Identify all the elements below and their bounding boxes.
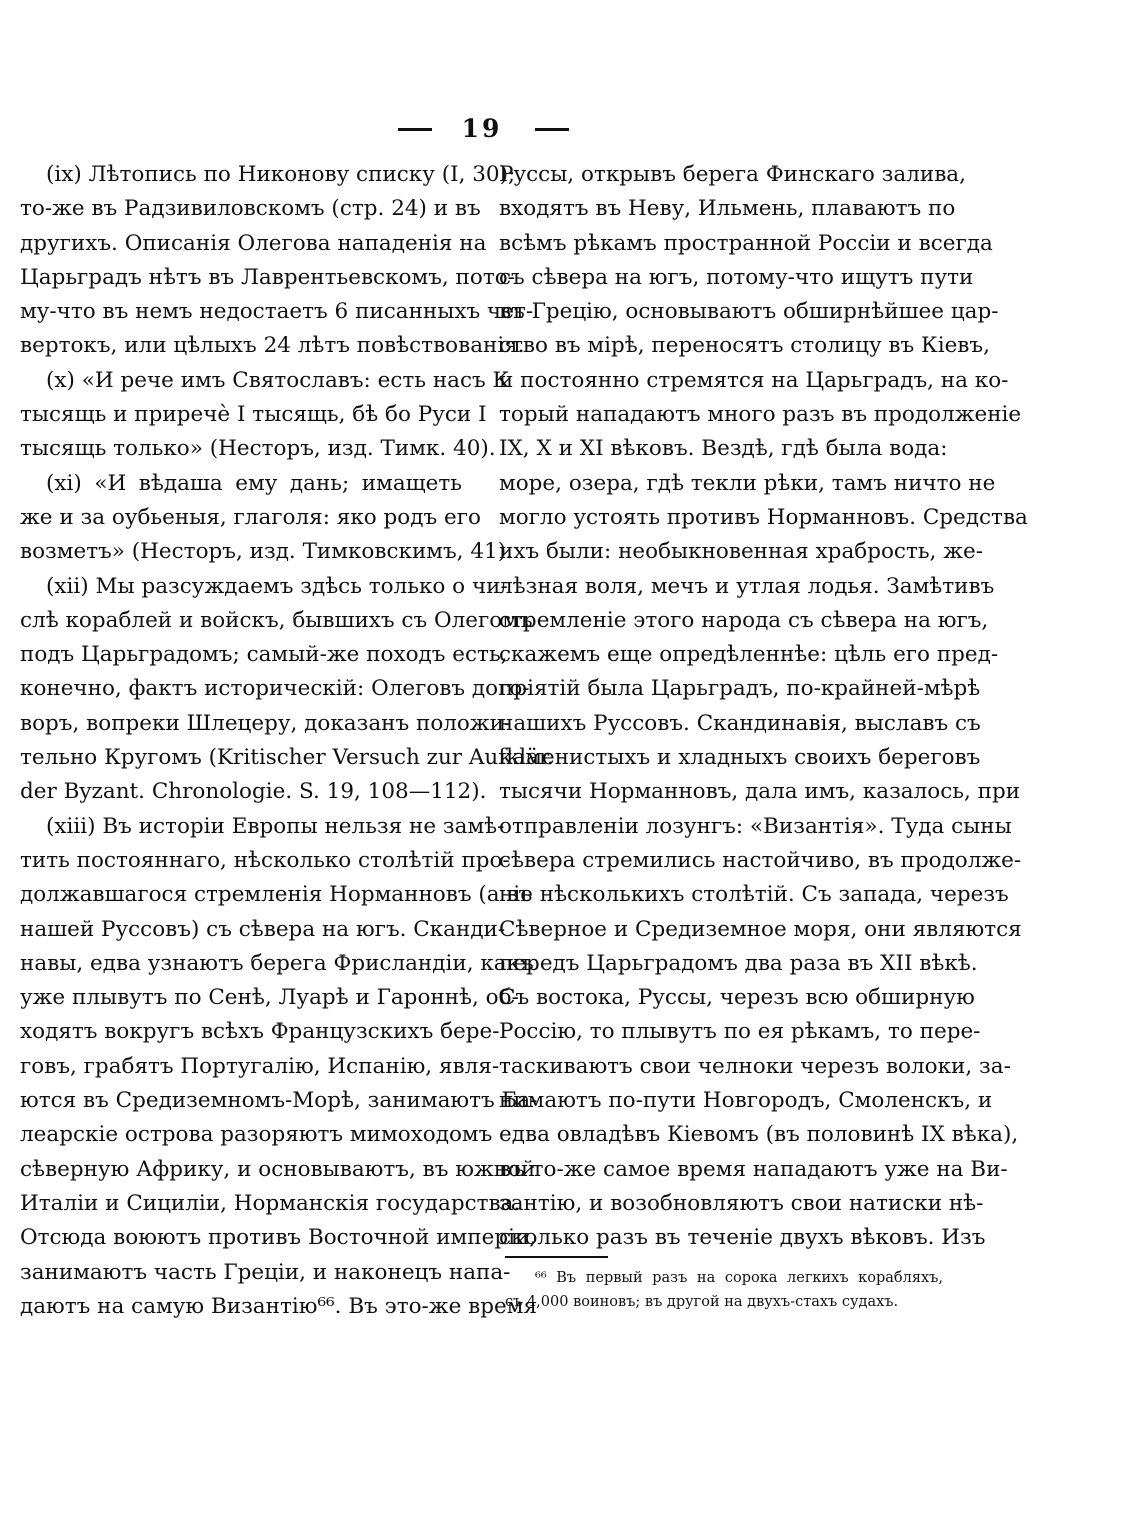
text-line: всѣмъ рѣкамъ пространной Россіи и всегда bbox=[499, 230, 993, 256]
text-line: могло устоять противъ Норманновъ. Средства bbox=[499, 504, 1028, 530]
text-line: другихъ. Описанія Олегова нападенія на bbox=[20, 230, 487, 256]
text-line: зантію, и возобновляютъ свои натиски нѣ- bbox=[499, 1190, 984, 1216]
text-line: сѣверную Африку, и основываютъ, въ южной bbox=[20, 1156, 536, 1182]
footnotes bbox=[505, 1266, 943, 1314]
text-line: (x) «И рече имъ Святославъ: есть насъ К bbox=[46, 367, 510, 393]
text-line: Руссы, открывъ берега Финскаго залива, bbox=[499, 162, 966, 187]
text-line: ство въ мірѣ, переносятъ столицу въ Кіевъ, bbox=[499, 333, 990, 359]
text-line: съ сѣвера на югъ, потому-что ищутъ пути bbox=[499, 264, 974, 290]
text-line: въ Грецію, основываютъ обширнѣйшее цар- bbox=[499, 299, 999, 325]
text-line: Россію, то плывутъ по ея рѣкамъ, то пере- bbox=[499, 1019, 981, 1045]
text-line: каменистыхъ и хладныхъ своихъ береговъ bbox=[499, 745, 981, 771]
footnote-rule bbox=[505, 1256, 608, 1258]
text-line: стремленіе этого народа съ сѣвера на югъ, bbox=[499, 607, 989, 633]
text-line: тельно Кругомъ (Kritischer Versuch zur Aufklär. bbox=[20, 745, 554, 771]
text-line: лѣзная воля, мечъ и утлая лодья. Замѣтивъ bbox=[499, 573, 995, 599]
text-line: говъ, грабятъ Португалію, Испанію, явля- bbox=[20, 1053, 500, 1079]
text-line: му-что въ немъ недостаетъ 6 писанныхъ чет- bbox=[20, 299, 534, 325]
text-line: и постоянно стремятся на Царьградъ, на ко- bbox=[499, 367, 1009, 393]
text-line: конечно, фактъ историческій: Олеговъ дого- bbox=[20, 676, 530, 702]
text-line: подъ Царьградомъ; самый-же походъ есть, bbox=[20, 642, 508, 668]
text-line: торый нападаютъ много разъ въ продолженіе bbox=[499, 402, 1022, 428]
page-number: 19 bbox=[461, 114, 503, 143]
text-line: море, озера, гдѣ текли рѣки, тамъ ничто не bbox=[499, 470, 996, 496]
text-line: Италіи и Сициліи, Норманскія государства. bbox=[20, 1190, 521, 1216]
text-line: должавшагося стремленія Норманновъ (а въ bbox=[20, 882, 533, 908]
text-line: (xi) «И вѣдаша ему дань; имащеть bbox=[46, 470, 462, 496]
text-line: IX, X и XI вѣковъ. Вездѣ, гдѣ была вода: bbox=[499, 436, 948, 462]
text-line: воръ, вопреки Шлецеру, доказанъ положи- bbox=[20, 710, 512, 736]
text-line: таскиваютъ свои челноки черезъ волоки, за- bbox=[499, 1053, 1011, 1079]
text-line: леарскіе острова разоряютъ мимоходомъ bbox=[20, 1122, 493, 1148]
text-line: Съ востока, Руссы, черезъ всю обширную bbox=[499, 985, 975, 1011]
text-line: скажемъ еще опредѣленнѣе: цѣль его пред- bbox=[499, 642, 999, 668]
footnote-line: съ 4,000 воиновъ; въ другой на двухъ-стахъ судахъ. bbox=[505, 1294, 899, 1310]
text-line: (ix) Лѣтопись по Никонову списку (I, 30); bbox=[46, 162, 516, 187]
page-header bbox=[0, 114, 1140, 144]
text-line: возметъ» (Несторъ, изд. Тимковскимъ, 41). bbox=[20, 539, 513, 565]
text-line: der Byzant. Chronologie. S. 19, 108—112). bbox=[20, 779, 487, 805]
text-line: тысящь только» (Несторъ, изд. Тимк. 40). bbox=[20, 436, 496, 462]
text-line: (xiii) Въ исторіи Европы нельзя не замѣ- bbox=[46, 813, 505, 839]
left-column-notes bbox=[20, 158, 554, 1324]
text-line: тить постояннаго, нѣсколько столѣтій про- bbox=[20, 847, 510, 873]
text-line: передъ Царьградомъ два раза въ XII вѣкѣ. bbox=[499, 950, 978, 976]
text-line: даютъ на самую Византію⁶⁶. Въ это-же время bbox=[20, 1293, 538, 1319]
text-line: занимаютъ часть Греціи, и наконецъ напа- bbox=[20, 1259, 511, 1285]
footnote-line: ⁶⁶ Въ первый разъ на сорока легкихъ корабляхъ, bbox=[535, 1270, 943, 1286]
text-line: сколько разъ въ теченіе двухъ вѣковъ. Изъ bbox=[499, 1225, 986, 1251]
text-line: Сѣверное и Средиземное моря, они являются bbox=[499, 916, 1022, 942]
text-line: сѣвера стремились настойчиво, въ продолже- bbox=[499, 847, 1022, 873]
text-line: отправленіи лозунгъ: «Византія». Туда сыны bbox=[499, 813, 1012, 839]
text-line: едва овладѣвъ Кіевомъ (въ половинѣ IX вѣка), bbox=[499, 1122, 1019, 1148]
text-line: же и за оубьеныя, глаголя: яко родъ его bbox=[20, 504, 481, 530]
text-line: нашей Руссовъ) съ сѣвера на югъ. Сканди- bbox=[20, 916, 506, 942]
text-line: нимаютъ по-пути Новгородъ, Смоленскъ, и bbox=[499, 1088, 993, 1114]
text-line: входятъ въ Неву, Ильмень, плаваютъ по bbox=[499, 196, 956, 222]
text-line: ются въ Средиземномъ-Морѣ, занимаютъ Ба- bbox=[20, 1088, 538, 1114]
text-line: ходятъ вокругъ всѣхъ Французскихъ бере- bbox=[20, 1019, 500, 1045]
text-line: слѣ кораблей и войскъ, бывшихъ съ Олегомъ bbox=[20, 607, 533, 633]
text-line: уже плывутъ по Сенѣ, Луарѣ и Гароннѣ, об- bbox=[20, 985, 519, 1011]
text-line: нашихъ Руссовъ. Скандинавія, выславъ съ bbox=[499, 710, 981, 736]
text-line: вертокъ, или цѣлыхъ 24 лѣтъ повѣствованія. bbox=[20, 333, 525, 359]
text-line: то-же въ Радзивиловскомъ (стр. 24) и въ bbox=[20, 196, 481, 222]
text-line: тысящь и приречѐ I тысящь, бѣ бо Руси I bbox=[20, 402, 487, 428]
text-line: Отсюда воюютъ противъ Восточной имперіи, bbox=[20, 1225, 537, 1251]
text-line: (xii) Мы разсуждаемъ здѣсь только о чи- bbox=[46, 573, 508, 599]
text-line: ніе нѣсколькихъ столѣтій. Съ запада, черезъ bbox=[499, 882, 1009, 908]
text-line: тысячи Норманновъ, дала имъ, казалось, при bbox=[499, 779, 1021, 805]
header-dash-right bbox=[535, 128, 569, 131]
text-line: Царьградъ нѣтъ въ Лаврентьевскомъ, пото- bbox=[20, 264, 515, 290]
text-line: въ то-же самое время нападаютъ уже на Ви- bbox=[499, 1156, 1008, 1182]
header-dash-left bbox=[398, 128, 432, 131]
text-line: навы, едва узнаютъ берега Фрисландіи, какъ bbox=[20, 950, 534, 976]
text-line: ихъ были: необыкновенная храбрость, же- bbox=[499, 539, 983, 565]
right-column-notes bbox=[499, 158, 1028, 1256]
text-line: пріятій была Царьградъ, по-крайней-мѣрѣ bbox=[499, 676, 981, 702]
